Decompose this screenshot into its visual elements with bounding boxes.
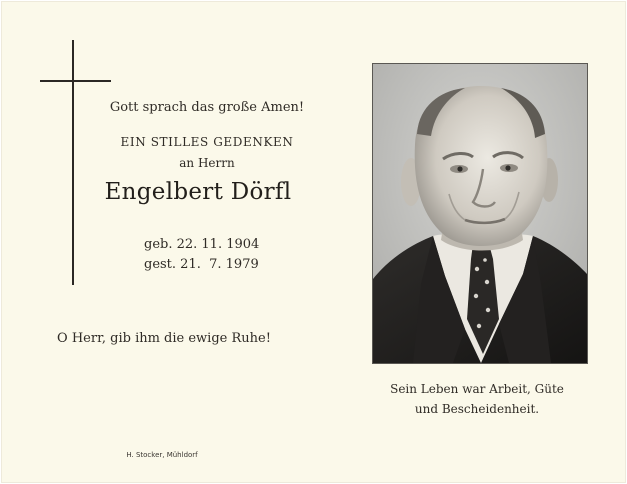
cross-horizontal-bar [40, 80, 111, 82]
deceased-name: Engelbert Dörfl [104, 179, 292, 205]
portrait-image [373, 64, 587, 363]
cross-vertical-bar [72, 40, 74, 285]
epitaph-line-1: Sein Leben war Arbeit, Güte [390, 382, 564, 396]
opening-line: Gott sprach das große Amen! [109, 100, 305, 115]
portrait-photo [372, 63, 588, 364]
death-date: gest. 21. 7. 1979 [144, 257, 259, 272]
salutation: an Herrn [179, 156, 235, 170]
prayer-line: O Herr, gib ihm die ewige Ruhe! [57, 331, 271, 346]
epitaph-line-2: und Bescheidenheit. [414, 402, 540, 416]
memorial-card [1, 1, 626, 483]
birth-date: geb. 22. 11. 1904 [144, 237, 260, 252]
epitaph [377, 379, 577, 419]
printer-imprint: H. Stocker, Mühldorf [126, 451, 198, 459]
remembrance-heading: EIN STILLES GEDENKEN [120, 135, 294, 149]
life-dates [144, 235, 259, 275]
